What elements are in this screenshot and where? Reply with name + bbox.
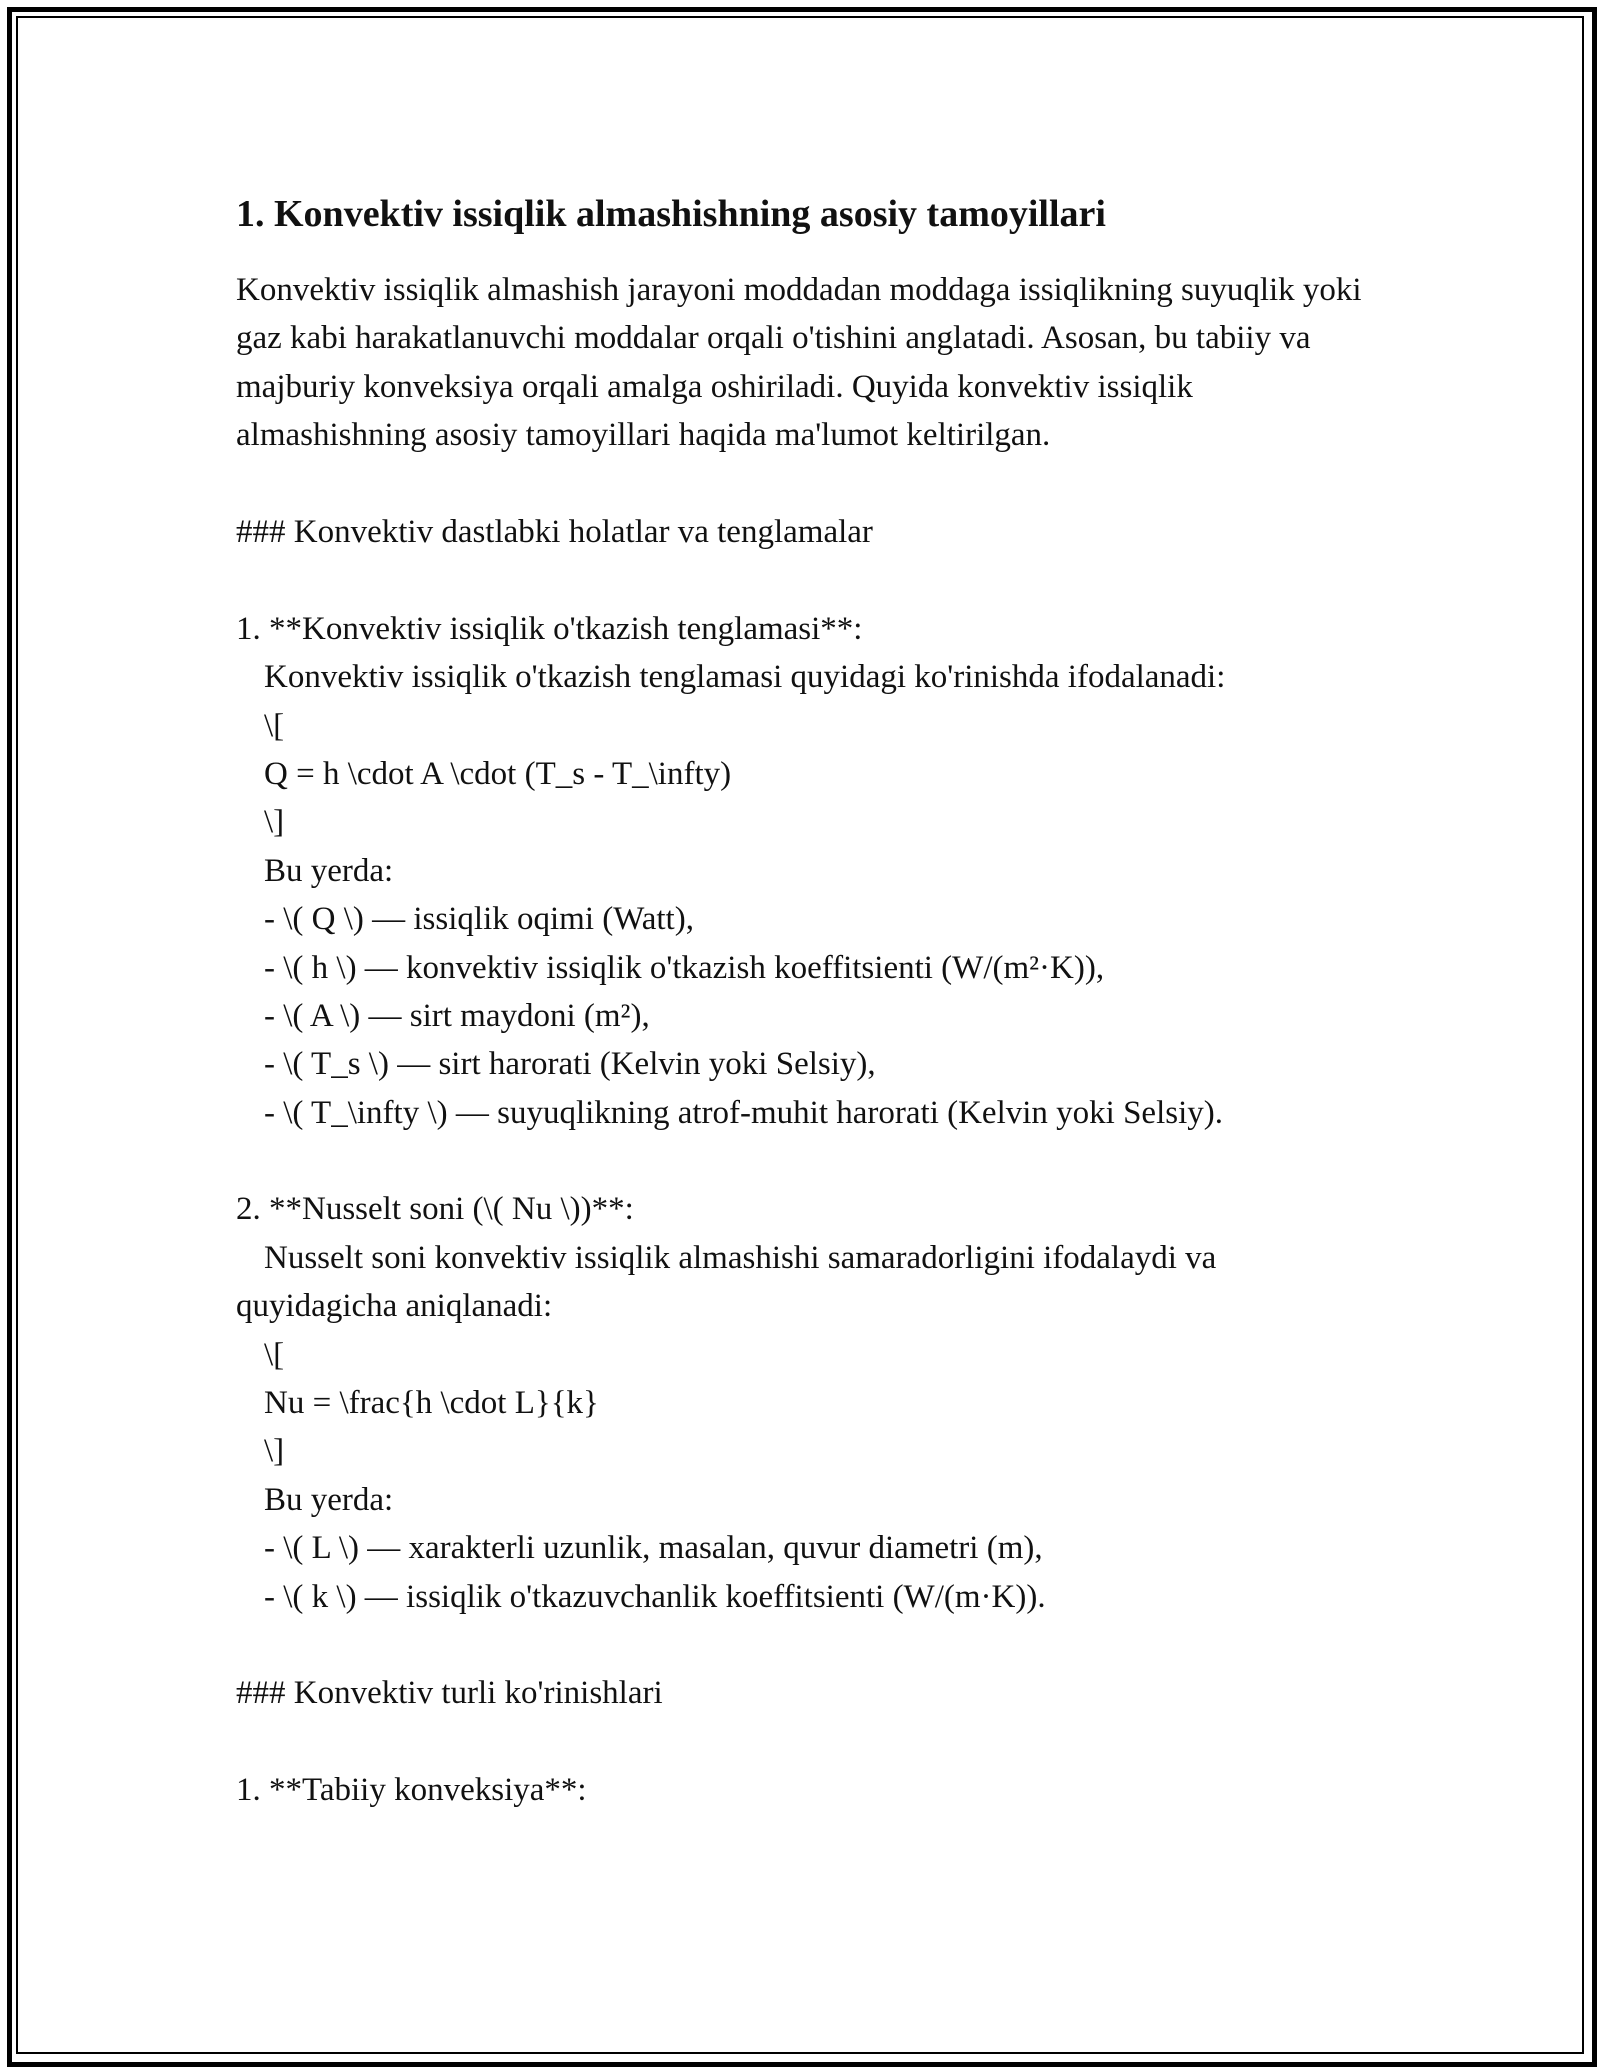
- spacer: [236, 1137, 1376, 1185]
- variable-line: - \( T_\infty \) — suyuqlikning atrof-muhit harorati (Kelvin yoki Selsiy).: [264, 1094, 1223, 1131]
- list-item-title: 1. **Konvektiv issiqlik o'tkazish tenglamasi**:: [236, 610, 863, 647]
- list-item-title: 1. **Tabiiy konveksiya**:: [236, 1772, 587, 1809]
- equation: Nu = \frac{h \cdot L}{k}: [264, 1385, 599, 1422]
- list-item-text: quyidagicha aniqlanadi:: [236, 1288, 553, 1325]
- intro-paragraph: Konvektiv issiqlik almashish jarayoni moddadan moddaga issiqlikning suyuqlik yoki gaz kabi harakatlanuvchi moddalar orqali o'tishini anglatadi. Asosan, bu tabiiy va majburiy konveksiya orqali amalga oshiriladi. Quyida konvektiv issiqlik almashishning asosiy tamoyillari haqida ma'lumot keltirilgan.: [236, 272, 1362, 454]
- section-heading: ### Konvektiv dastlabki holatlar va tenglamalar: [236, 514, 873, 551]
- equation: Q = h \cdot A \cdot (T_s - T_\infty): [264, 755, 732, 792]
- document-title: 1. Konvektiv issiqlik almashishning asosiy tamoyillari: [236, 193, 1106, 235]
- equation-open: \[: [264, 707, 285, 744]
- spacer: [236, 460, 1376, 508]
- equation-close: \]: [264, 804, 285, 841]
- variable-line: - \( Q \) — issiqlik oqimi (Watt),: [264, 901, 694, 938]
- variable-line: - \( L \) — xarakterli uzunlik, masalan, quvur diametri (m),: [264, 1530, 1043, 1567]
- variable-line: - \( k \) — issiqlik o'tkazuvchanlik koeffitsienti (W/(m·K)).: [264, 1578, 1046, 1615]
- list-item-text: Nusselt soni konvektiv issiqlik almashishi samaradorligini ifodalaydi va: [264, 1239, 1217, 1276]
- where-label: Bu yerda:: [264, 1481, 394, 1518]
- where-label: Bu yerda:: [264, 852, 394, 889]
- variable-line: - \( T_s \) — sirt harorati (Kelvin yoki Selsiy),: [264, 1046, 876, 1083]
- spacer: [236, 556, 1376, 604]
- equation-close: \]: [264, 1433, 285, 1470]
- equation-open: \[: [264, 1336, 285, 1373]
- list-item-text: Konvektiv issiqlik o'tkazish tenglamasi quyidagi ko'rinishda ifodalanadi:: [264, 659, 1226, 696]
- section-heading: ### Konvektiv turli ko'rinishlari: [236, 1675, 663, 1712]
- spacer: [236, 1718, 1376, 1766]
- document-body: [236, 190, 1376, 1815]
- list-item-title: 2. **Nusselt soni (\( Nu \))**:: [236, 1191, 634, 1228]
- variable-line: - \( h \) — konvektiv issiqlik o'tkazish koeffitsienti (W/(m²·K)),: [264, 949, 1105, 986]
- spacer: [236, 1621, 1376, 1669]
- variable-line: - \( A \) — sirt maydoni (m²),: [264, 997, 650, 1034]
